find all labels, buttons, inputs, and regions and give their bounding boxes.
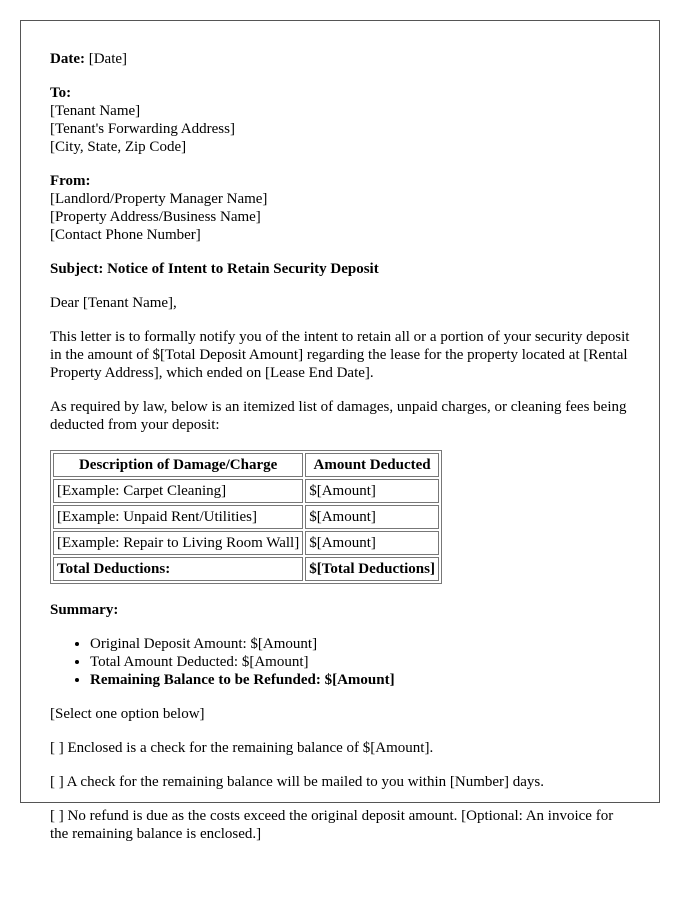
list-item: • Total Amount Deducted: $[Amount] [90, 653, 632, 671]
letter-content [50, 50, 632, 859]
tenant-name: [Tenant Name] [50, 103, 141, 119]
contact-phone: [Contact Phone Number] [50, 227, 201, 243]
landlord-name: [Landlord/Property Manager Name] [50, 191, 268, 207]
table-total-row [53, 557, 439, 581]
total-amount: $[Total Deductions] [305, 557, 439, 581]
letter-page [20, 20, 660, 842]
table-row [53, 479, 439, 503]
summary-list [50, 635, 632, 689]
list-item: • Original Deposit Amount: $[Amount] [90, 635, 632, 653]
date-label: Date: [50, 51, 85, 67]
option-enclosed-check: [ ] Enclosed is a check for the remaining balance of $[Amount]. [50, 740, 434, 756]
row-description: [Example: Unpaid Rent/Utilities] [53, 505, 303, 529]
recipient-block [50, 84, 632, 156]
to-label: To: [50, 85, 72, 101]
itemized-intro-paragraph: As required by law, below is an itemized list of damages, unpaid charges, or cleaning fees being deducted from your deposit: [50, 399, 627, 433]
option-no-refund: [ ] No refund is due as the costs exceed the original deposit amount. [Optional: An invoice for the remaining balance is enclosed.] [50, 808, 614, 842]
tenant-city-state-zip: [City, State, Zip Code] [50, 139, 187, 155]
row-description: [Example: Repair to Living Room Wall] [53, 531, 303, 555]
list-item: • Remaining Balance to be Refunded: $[Amount] [90, 671, 632, 689]
date-line [50, 50, 632, 68]
table-header-row [53, 453, 439, 477]
property-address: [Property Address/Business Name] [50, 209, 261, 225]
summary-heading: Summary: [50, 602, 119, 618]
total-label: Total Deductions: [53, 557, 303, 581]
table-row [53, 531, 439, 555]
row-amount: $[Amount] [305, 505, 439, 529]
column-header-description: Description of Damage/Charge [53, 453, 303, 477]
salutation: Dear [Tenant Name], [50, 295, 177, 311]
deductions-table [50, 450, 442, 584]
subject-line: Subject: Notice of Intent to Retain Security Deposit [50, 261, 379, 277]
column-header-amount: Amount Deducted [305, 453, 439, 477]
intro-paragraph: This letter is to formally notify you of the intent to retain all or a portion of your security deposit in the amount of $[Total Deposit Amount] regarding the lease for the property located at [Rental Property Address], which ended on [Lease End Date]. [50, 329, 630, 381]
table-row [53, 505, 439, 529]
tenant-forwarding-address: [Tenant's Forwarding Address] [50, 121, 235, 137]
row-amount: $[Amount] [305, 531, 439, 555]
from-label: From: [50, 173, 91, 189]
option-mailed-check: [ ] A check for the remaining balance will be mailed to you within [Number] days. [50, 774, 545, 790]
option-prompt: [Select one option below] [50, 706, 205, 722]
date-value: [Date] [88, 51, 128, 67]
row-amount: $[Amount] [305, 479, 439, 503]
sender-block [50, 172, 632, 244]
row-description: [Example: Carpet Cleaning] [53, 479, 303, 503]
